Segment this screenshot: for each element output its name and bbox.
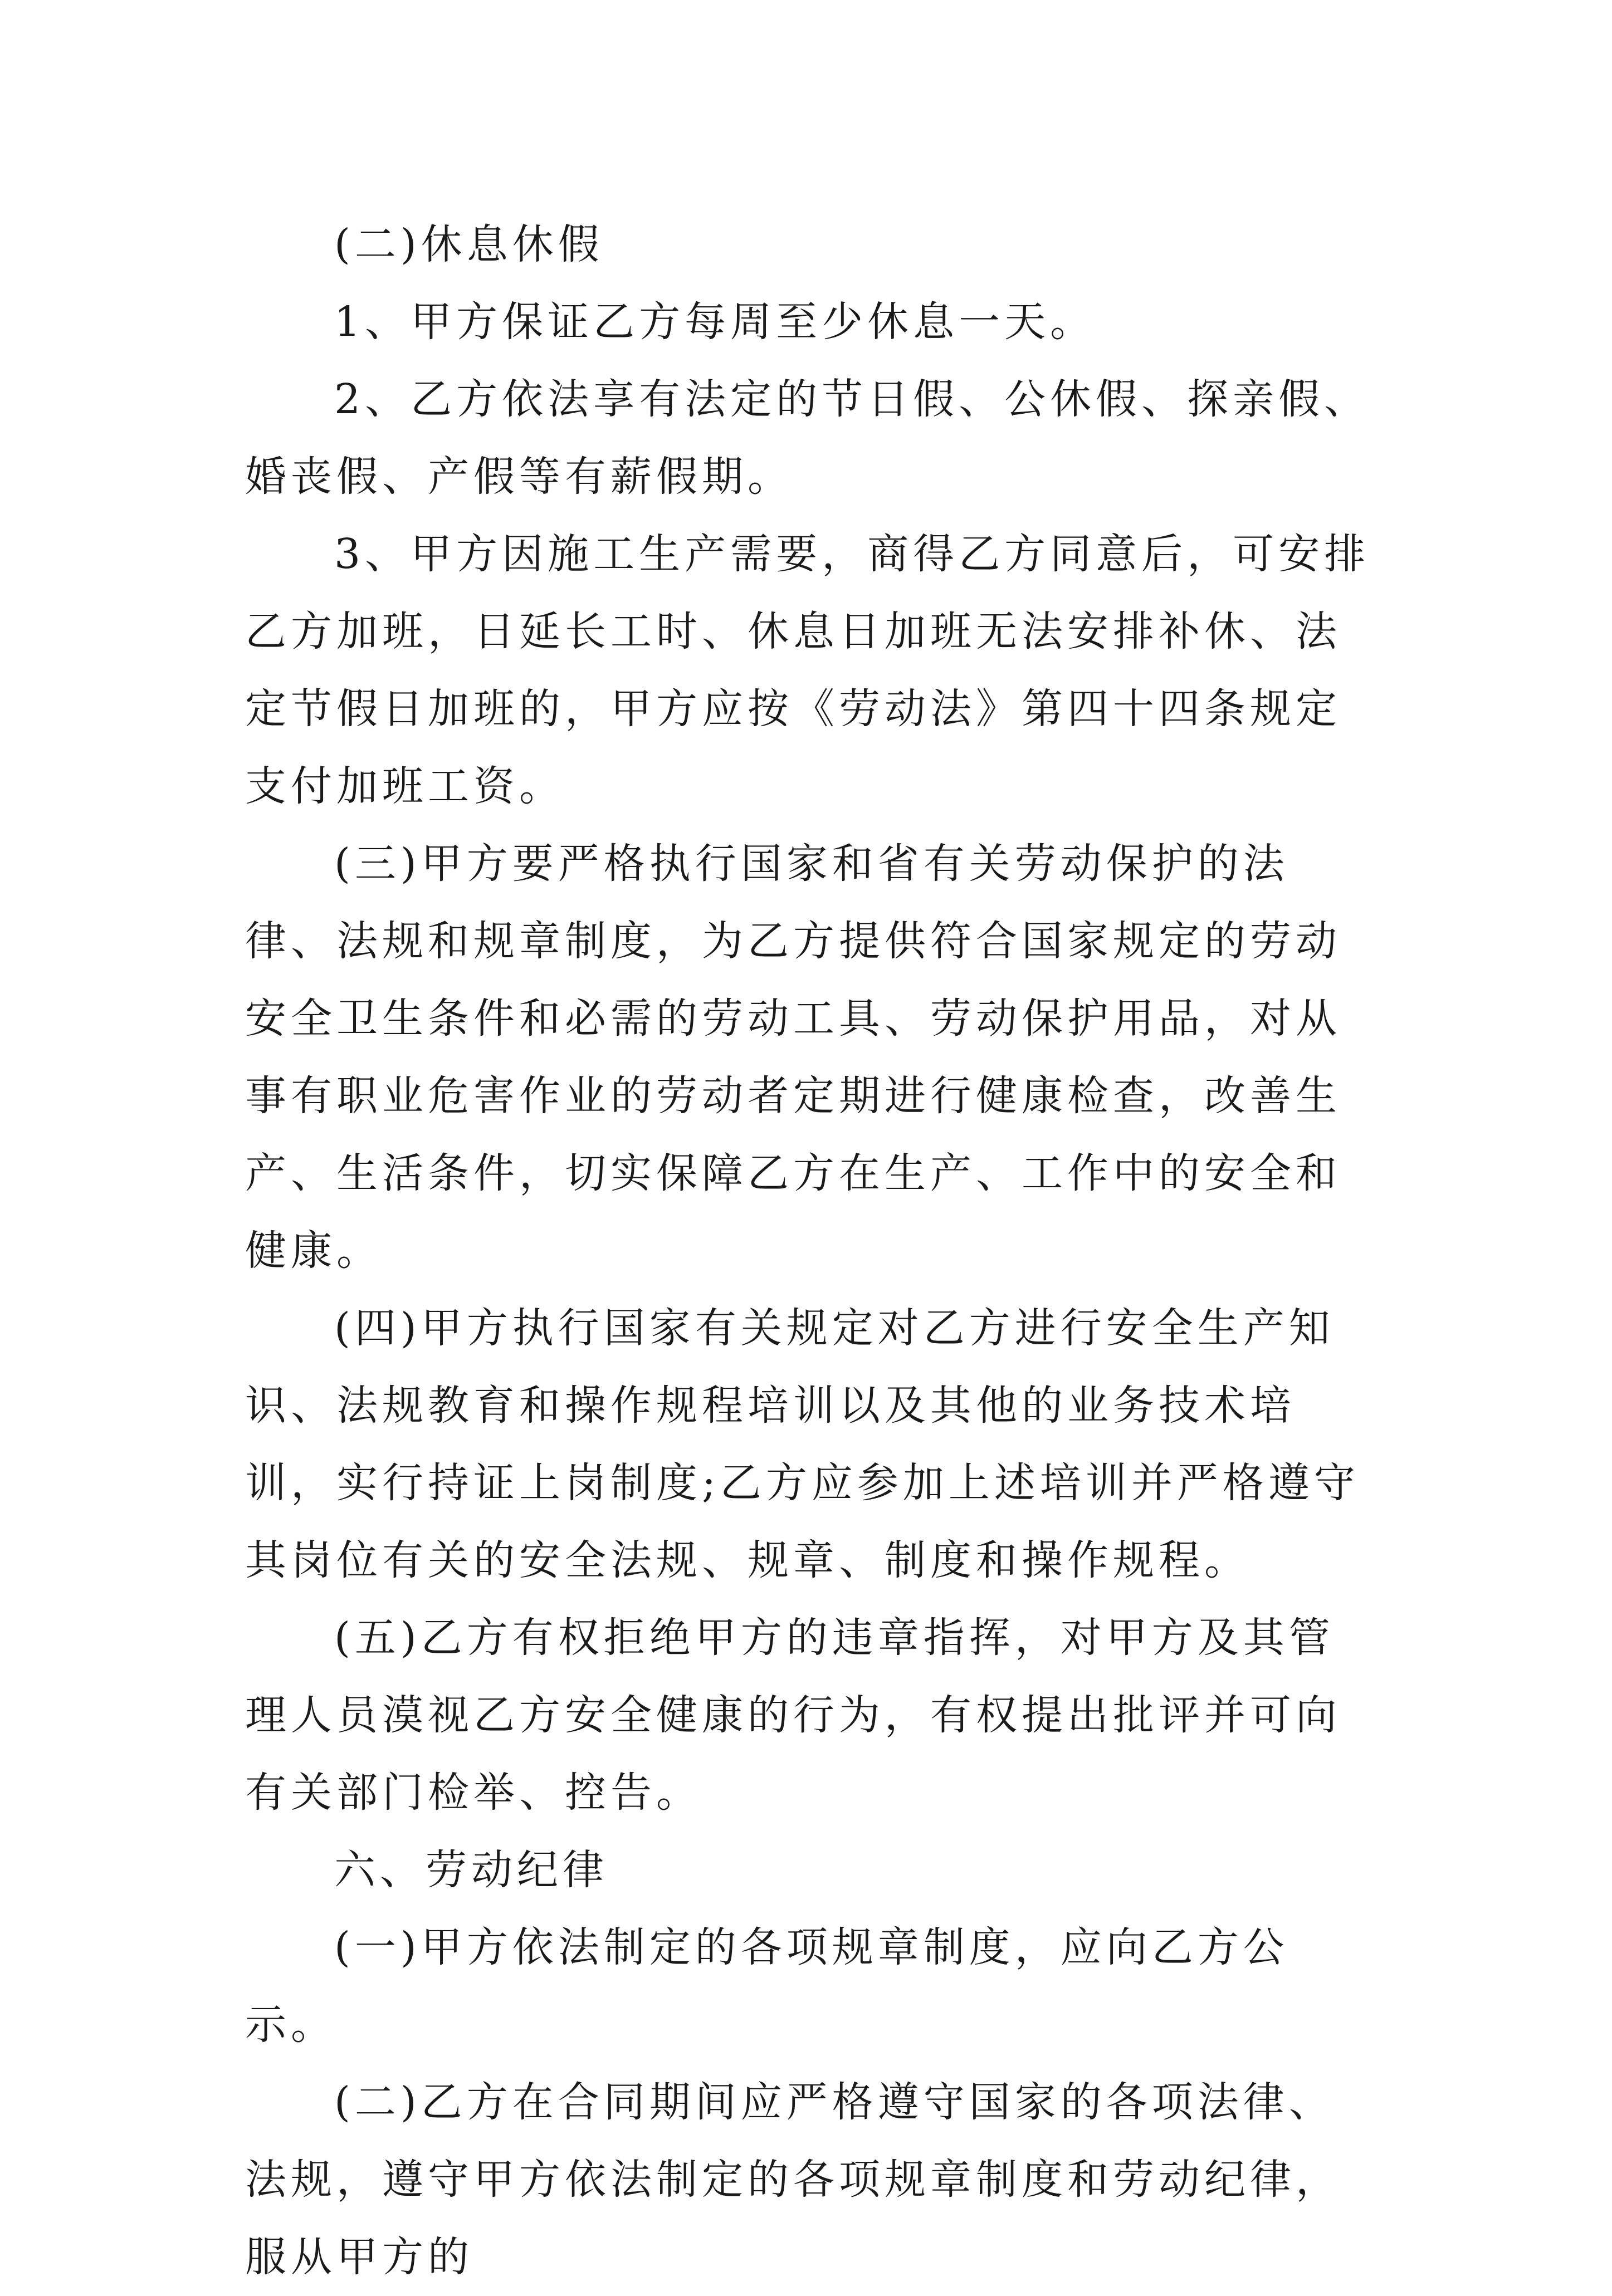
paragraph-safety-training: (四)甲方执行国家有关规定对乙方进行安全生产知识、法规教育和操作规程培训以及其他的业务技术培训，实行持证上岗制度;乙方应参加上述培训并严格遵守其岗位有关的安全法规、规章、制度和操作规程。 [245, 1304, 1360, 1584]
paragraph-right-to-refuse: (五)乙方有权拒绝甲方的违章指挥，对甲方及其管理人员漠视乙方安全健康的行为，有权提出批评并可向有关部门检举、控告。 [245, 1614, 1341, 1817]
paragraph-labor-protection: (三)甲方要严格执行国家和省有关劳动保护的法律、法规和规章制度，为乙方提供符合国家规定的劳动安全卫生条件和必需的劳动工具、劳动保护用品，对从事有职业危害作业的劳动者定期进行健康检查，改善生产、生活条件，切实保障乙方在生产、工作中的安全和健康。 [245, 840, 1341, 1275]
document-body [245, 206, 1376, 2296]
paragraph-overtime: 3、甲方因施工生产需要，商得乙方同意后，可安排乙方加班，日延长工时、休息日加班无法安排补休、法定节假日加班的，甲方应按《劳动法》第四十四条规定支付加班工资。 [245, 530, 1370, 810]
paragraph-rules-disclosure: (一)甲方依法制定的各项规章制度，应向乙方公示。 [245, 1923, 1289, 2049]
paragraph-weekly-rest: 1、甲方保证乙方每周至少休息一天。 [334, 298, 1096, 346]
paragraph-paid-holidays: 2、乙方依法享有法定的节日假、公休假、探亲假、婚丧假、产假等有薪假期。 [245, 375, 1370, 501]
section-heading-labor-discipline: 六、劳动纪律 [334, 1846, 608, 1894]
paragraph-rest-leave-heading: (二)休息休假 [334, 221, 604, 268]
paragraph-compliance: (二)乙方在合同期间应严格遵守国家的各项法律、法规，遵守甲方依法制定的各项规章制度和劳动纪律，服从甲方的 [245, 2078, 1341, 2281]
